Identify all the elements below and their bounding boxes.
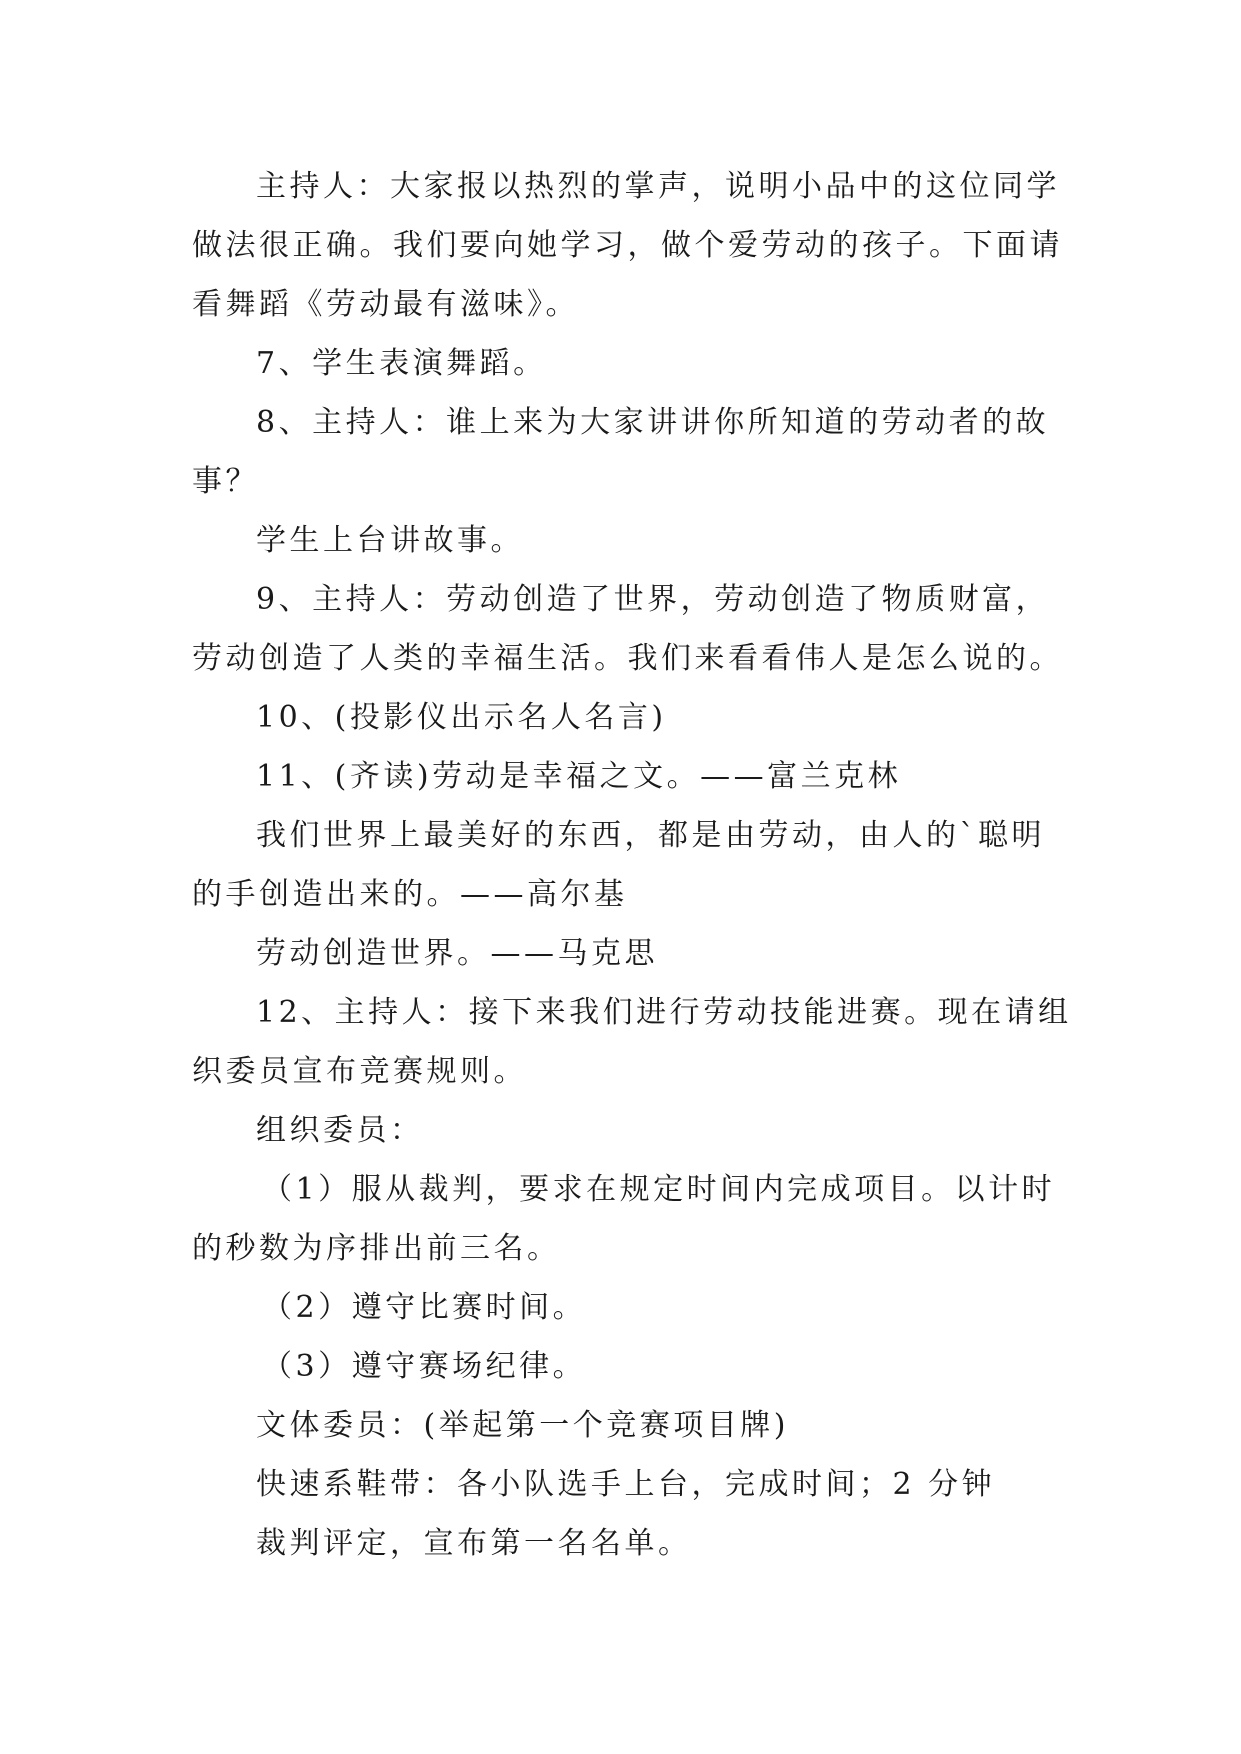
paragraph-line: （2）遵守比赛时间。 (262, 1290, 587, 1325)
paragraph-line: 8、主持人：谁上来为大家讲讲你所知道的劳动者的故 (256, 405, 1050, 440)
paragraph-line: 的秒数为序排出前三名。 (192, 1231, 561, 1266)
paragraph-line: 12、主持人：接下来我们进行劳动技能进赛。现在请组 (256, 995, 1072, 1030)
paragraph-line: 主持人：大家报以热烈的掌声，说明小品中的这位同学 (256, 169, 1060, 204)
paragraph-line: 7、学生表演舞蹈。 (256, 346, 547, 381)
paragraph-line: 的手创造出来的。——高尔基 (192, 877, 628, 912)
paragraph-line: 组织委员： (256, 1113, 424, 1148)
paragraph-line: 9、主持人：劳动创造了世界，劳动创造了物质财富， (256, 582, 1050, 617)
paragraph-line: 织委员宣布竞赛规则。 (192, 1054, 527, 1089)
paragraph-line: 我们世界上最美好的东西，都是由劳动，由人的`聪明 (256, 818, 1045, 853)
paragraph-line: 学生上台讲故事。 (256, 523, 524, 558)
paragraph-line: 10、(投影仪出示名人名言) (256, 700, 667, 735)
paragraph-line: 劳动创造世界。——马克思 (256, 936, 658, 971)
paragraph-line: 劳动创造了人类的幸福生活。我们来看看伟人是怎么说的。 (192, 641, 1063, 676)
paragraph-line: 做法很正确。我们要向她学习，做个爱劳动的孩子。下面请 (192, 228, 1063, 263)
paragraph-line: 看舞蹈《劳动最有滋味》。 (192, 287, 579, 322)
paragraph-line: 事？ (192, 464, 259, 499)
paragraph-line: 文体委员：(举起第一个竞赛项目牌) (256, 1408, 789, 1443)
paragraph-line: 快速系鞋带：各小队选手上台，完成时间；2 分钟 (256, 1467, 996, 1502)
paragraph-line: （1）服从裁判，要求在规定时间内完成项目。以计时 (262, 1172, 1056, 1207)
paragraph-line: 11、(齐读)劳动是幸福之文。——富兰克林 (256, 759, 902, 794)
paragraph-line: 裁判评定，宣布第一名名单。 (256, 1526, 692, 1561)
paragraph-line: （3）遵守赛场纪律。 (262, 1349, 587, 1384)
